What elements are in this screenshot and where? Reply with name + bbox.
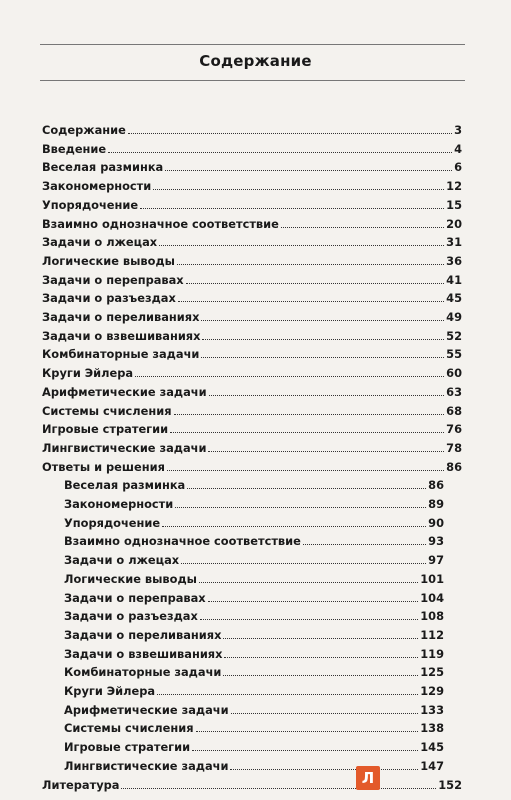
dot-leader	[187, 476, 426, 489]
toc-entry	[64, 514, 444, 532]
toc-entry-page: 12	[446, 179, 462, 194]
toc-entry-page: 63	[446, 384, 462, 399]
toc-entry	[64, 645, 444, 663]
toc-entry	[42, 140, 462, 158]
toc-entry-title: Введение	[42, 141, 107, 156]
toc-entry-title: Комбинаторные задачи	[42, 347, 200, 362]
dot-leader	[231, 701, 419, 714]
dot-leader	[159, 233, 444, 246]
toc-entry-title: Задачи о лжецах	[42, 235, 158, 250]
toc-entry	[42, 233, 462, 251]
dot-leader	[223, 626, 418, 639]
dot-leader	[175, 495, 426, 508]
toc-entry-title: Игровые стратегии	[64, 740, 191, 755]
dot-leader	[230, 757, 418, 770]
toc-entry-page: 36	[446, 253, 462, 268]
dot-leader	[174, 402, 445, 415]
toc-entry-page: 108	[420, 609, 444, 624]
toc-entry	[42, 271, 462, 289]
toc-entry-page: 86	[446, 459, 462, 474]
dot-leader	[121, 776, 436, 789]
top-rule	[40, 44, 465, 45]
toc-entry-title: Задачи о переправах	[64, 590, 206, 605]
toc-entry	[42, 215, 462, 233]
dot-leader	[303, 532, 426, 545]
toc-entry-page: 49	[446, 310, 462, 324]
toc-entry-title: Арифметические задачи	[42, 384, 207, 399]
toc-entry	[42, 327, 462, 345]
toc-entry-title: Логические выводы	[64, 571, 197, 586]
toc-entry	[42, 383, 462, 401]
toc-entry-page: 68	[446, 403, 462, 418]
dot-leader	[192, 738, 418, 751]
toc-entry-title: Задачи о переливаниях	[42, 310, 200, 324]
dot-leader	[224, 645, 418, 658]
toc-entry-title: Комбинаторные задачи	[64, 665, 222, 680]
page-title: Содержание	[199, 52, 312, 70]
toc-entry-page: 133	[420, 702, 444, 717]
dot-leader	[162, 514, 426, 527]
toc-entry-page: 125	[420, 665, 444, 680]
toc-entry	[42, 439, 462, 457]
toc-entry	[64, 495, 444, 513]
toc-entry-page: 41	[446, 272, 462, 287]
toc-entry-page: 152	[438, 777, 462, 792]
toc-entry-page: 104	[420, 590, 444, 605]
toc-entry	[42, 289, 462, 307]
toc-entry-title: Задачи о разъездах	[64, 609, 198, 624]
dot-leader	[128, 121, 452, 134]
toc-entry	[42, 364, 462, 382]
toc-entry-page: 147	[420, 758, 444, 773]
toc-entry-title: Задачи о взвешиваниях	[64, 646, 223, 661]
toc-entry-title: Веселая разминка	[42, 160, 164, 175]
toc-entry-title: Взаимно однозначное соответствие	[42, 216, 279, 231]
toc-entry	[42, 402, 462, 420]
toc-entry-title: Системы счисления	[42, 403, 172, 418]
toc-entry	[64, 701, 444, 719]
toc-entry-title: Задачи о переливаниях	[64, 627, 222, 642]
dot-leader	[181, 551, 426, 564]
toc-entry-page: 93	[428, 534, 444, 549]
toc-entry	[42, 158, 462, 176]
dot-leader	[186, 271, 444, 284]
dot-leader	[165, 158, 452, 171]
toc-entry-page: 6	[454, 160, 462, 175]
toc-entry-page: 101	[420, 571, 444, 586]
toc-entry-page: 89	[428, 497, 444, 511]
publisher-logo-icon: Л	[356, 766, 380, 790]
toc-entry	[64, 663, 444, 681]
toc-entry	[64, 589, 444, 607]
dot-leader	[167, 458, 444, 471]
toc-entry-page: 145	[420, 740, 444, 755]
toc-entry	[42, 776, 462, 794]
toc-entry-title: Круги Эйлера	[42, 366, 134, 381]
toc-entry-page: 15	[446, 197, 462, 212]
toc-entry-page: 129	[420, 684, 444, 698]
toc-entry-page: 119	[420, 646, 444, 661]
toc-entry-page: 76	[446, 422, 462, 437]
toc-entry	[42, 121, 462, 139]
toc-entry-title: Задачи о взвешиваниях	[42, 328, 201, 343]
toc-entry-page: 20	[446, 216, 462, 231]
dot-leader	[135, 364, 444, 377]
toc-entry	[64, 738, 444, 756]
toc-entry	[42, 345, 462, 363]
toc-entry	[42, 177, 462, 195]
dot-leader	[108, 140, 452, 153]
toc-entry-page: 78	[446, 440, 462, 455]
toc-entry-title: Литература	[42, 777, 120, 792]
toc-entry-title: Круги Эйлера	[64, 684, 156, 698]
toc-entry	[64, 719, 444, 737]
toc-entry	[64, 757, 444, 775]
toc-entry	[42, 420, 462, 438]
toc-entry	[42, 196, 462, 214]
title-rule	[40, 80, 465, 81]
toc-entry-title: Упорядочение	[64, 515, 161, 530]
toc-entry-title: Взаимно однозначное соответствие	[64, 534, 301, 549]
toc-entry-page: 90	[428, 515, 444, 530]
dot-leader	[209, 383, 445, 396]
toc-entry-page: 45	[446, 291, 462, 306]
toc-entry-title: Арифметические задачи	[64, 702, 229, 717]
toc-entry-title: Закономерности	[42, 179, 152, 194]
toc-entry-page: 52	[446, 328, 462, 343]
dot-leader	[157, 682, 418, 695]
dot-leader	[201, 345, 444, 358]
dot-leader	[208, 439, 444, 452]
toc-entry-page: 86	[428, 478, 444, 493]
toc-entry-page: 3	[454, 123, 462, 137]
dot-leader	[281, 215, 444, 228]
toc-entry-page: 138	[420, 721, 444, 736]
toc-entry-page: 97	[428, 553, 444, 568]
toc-entry-title: Игровые стратегии	[42, 422, 169, 437]
toc-entry-title: Закономерности	[64, 497, 174, 511]
dot-leader	[202, 327, 444, 340]
toc-entry	[64, 570, 444, 588]
toc-entry	[64, 626, 444, 644]
dot-leader	[223, 663, 418, 676]
toc-entry-title: Задачи о разъездах	[42, 291, 176, 306]
toc-entry-title: Задачи о переправах	[42, 272, 184, 287]
dot-leader	[170, 420, 444, 433]
toc-entry	[42, 458, 462, 476]
toc-entry-page: 60	[446, 366, 462, 381]
toc-entry-title: Веселая разминка	[64, 478, 186, 493]
toc-entry-page: 31	[446, 235, 462, 250]
toc-entry-title: Задачи о лжецах	[64, 553, 180, 568]
dot-leader	[178, 289, 444, 302]
toc-entry	[42, 252, 462, 270]
dot-leader	[196, 719, 419, 732]
dot-leader	[153, 177, 444, 190]
toc-entry-page: 4	[454, 141, 462, 156]
toc-entry-title: Логические выводы	[42, 253, 175, 268]
toc-entry-page: 55	[446, 347, 462, 362]
toc-entry-title: Лингвистические задачи	[42, 440, 207, 455]
toc-entry-title: Упорядочение	[42, 197, 139, 212]
dot-leader	[199, 570, 418, 583]
dot-leader	[177, 252, 444, 265]
dot-leader	[200, 607, 418, 620]
toc-entry	[64, 682, 444, 700]
toc-entry	[64, 607, 444, 625]
toc-entry-page: 112	[420, 627, 444, 642]
toc-entry	[42, 308, 462, 326]
toc-entry-title: Лингвистические задачи	[64, 758, 229, 773]
toc-entry-title: Содержание	[42, 123, 126, 137]
toc-entry-title: Системы счисления	[64, 721, 194, 736]
toc-entry-title: Ответы и решения	[42, 459, 165, 474]
toc-entry	[64, 532, 444, 550]
toc-entry	[64, 476, 444, 494]
dot-leader	[140, 196, 444, 209]
dot-leader	[201, 308, 444, 321]
toc-entry	[64, 551, 444, 569]
dot-leader	[208, 589, 419, 602]
